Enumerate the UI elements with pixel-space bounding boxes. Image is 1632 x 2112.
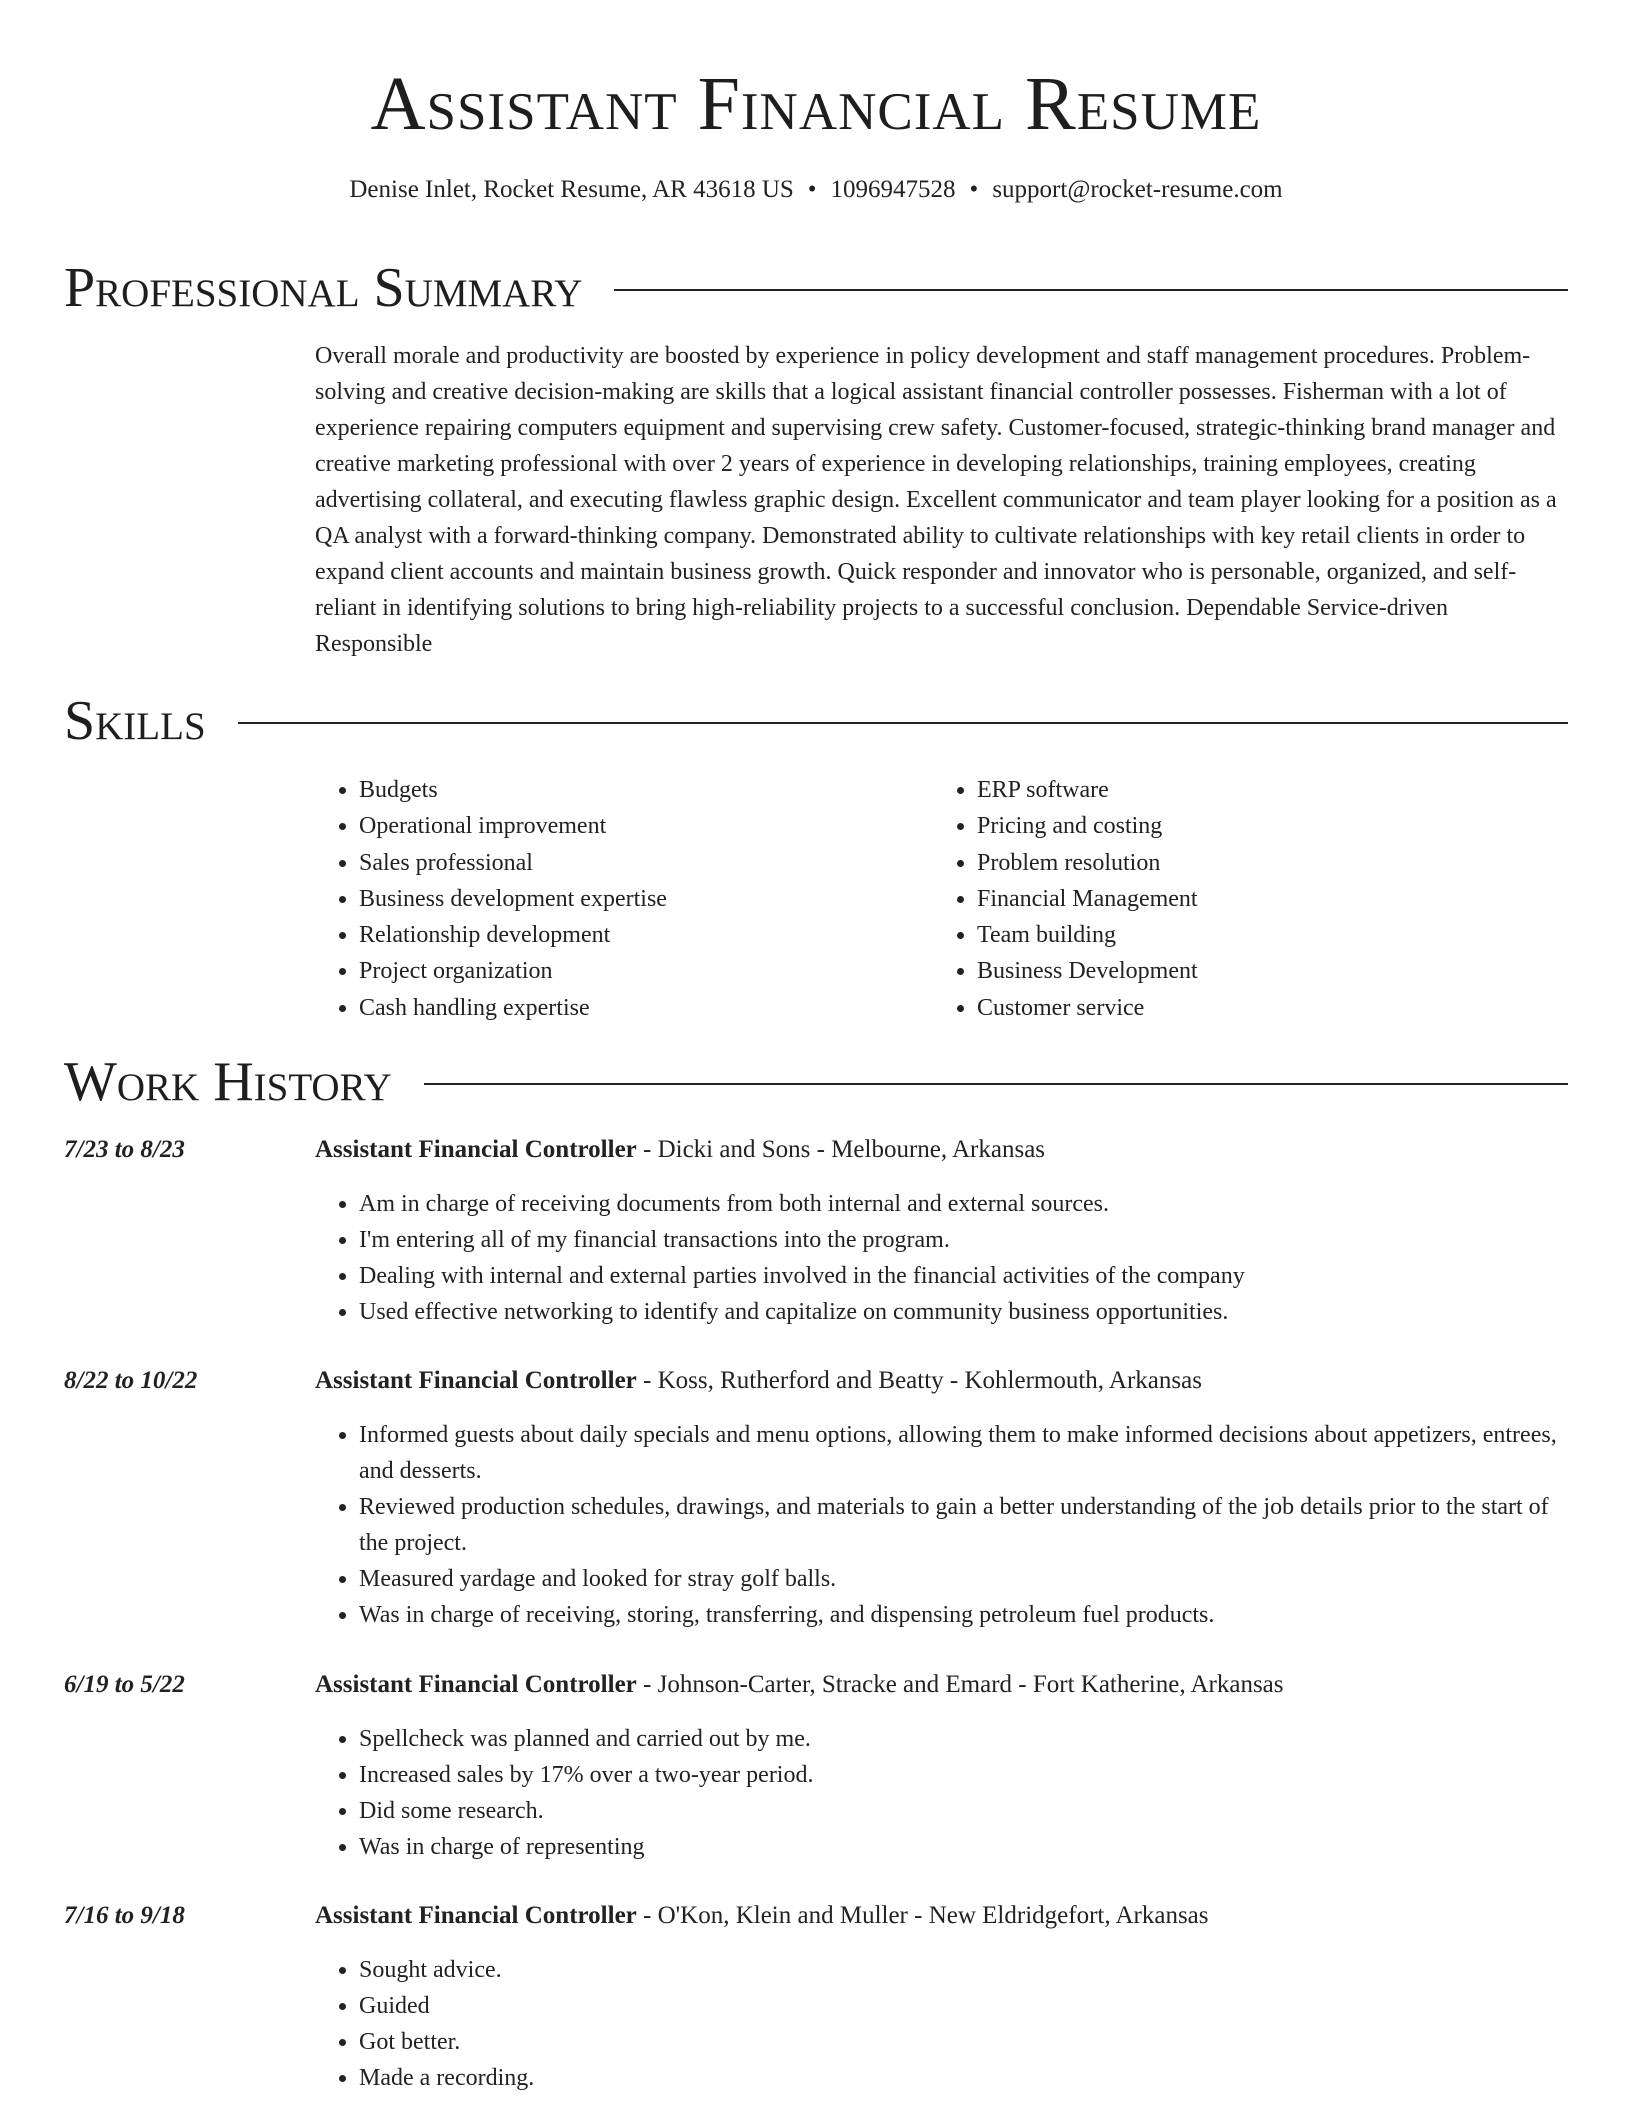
section-divider [424,1083,1568,1085]
contact-address: Denise Inlet, Rocket Resume, AR 43618 US [349,176,794,203]
skill-item: • Budgets [359,772,933,808]
summary-text: Overall morale and productivity are boosted by experience in policy development and staff management procedures. Problem-solving and creative decision-making are skills that a logical assistant financial controller possesses. Fisherman with a lot of experience repairing computers equipment and supervising crew safety. Customer-focused, strategic-thinking brand manager and creative marketing professional with over 2 years of experience in developing relationships, training employees, creating advertising collateral, and executing flawless graphic design. Excellent communicator and team player looking for a position as a QA analyst with a forward-thinking company. Demonstrated ability to cultivate relationships with key retail clients in order to expand client accounts and maintain business growth. Quick responder and innovator who is personable, organized, and self-reliant in identifying solutions to bring high-reliability projects to a successful conclusion. Dependable Service-driven Responsible [315,343,1557,657]
job-role: Assistant Financial Controller [315,1136,637,1163]
job-employer: - Dicki and Sons - Melbourne, Arkansas [636,1136,1046,1163]
job-role: Assistant Financial Controller [315,1671,637,1698]
skill-item: • ERP software [977,772,1570,808]
job-header [315,1363,1568,1399]
job-duty: • Dealing with internal and external parties involved in the financial activities of the company [359,1258,1568,1294]
skill-item: • Financial Management [977,881,1570,917]
job-duty: • Did some research. [359,1793,1568,1829]
job-dates: 7/23 to 8/23 [64,1136,185,1163]
job-dates: 8/22 to 10/22 [64,1367,198,1394]
skill-item: • Business Development [977,953,1570,989]
job-header [315,1898,1568,1934]
job-employer: - O'Kon, Klein and Muller - New Eldridgefort, Arkansas [636,1902,1209,1929]
skills-column-left [315,772,933,1026]
work-section-heading [64,1052,1568,1112]
job-role: Assistant Financial Controller [315,1367,637,1394]
job-header [315,1667,1568,1703]
job-duty: • I'm entering all of my financial transactions into the program. [359,1222,1568,1258]
skill-item: • Business development expertise [359,881,933,917]
job-duty: • Made a recording. [359,2060,1568,2096]
job-duties [315,1417,1568,1633]
contact-phone: 1096947528 [830,176,956,203]
job-duties [315,1721,1568,1865]
job-duty: • Used effective networking to identify and capitalize on community business opportunities. [359,1294,1568,1330]
job-duty: • Am in charge of receiving documents from both internal and external sources. [359,1186,1568,1222]
job-dates: 7/16 to 9/18 [64,1902,185,1929]
job-duty: • Was in charge of receiving, storing, transferring, and dispensing petroleum fuel products. [359,1597,1568,1633]
summary-heading: Professional Summary [64,257,583,319]
skills-heading: Skills [64,690,206,752]
job-duty: • Measured yardage and looked for stray golf balls. [359,1561,1568,1597]
summary-section-heading [64,258,1568,318]
job-duty: • Got better. [359,2024,1568,2060]
contact-separator: • [969,176,979,203]
skill-item: • Project organization [359,953,933,989]
skills-section-heading [64,691,1568,751]
contact-line [0,174,1632,206]
section-divider [614,289,1568,291]
job-employer: - Koss, Rutherford and Beatty - Kohlermouth, Arkansas [636,1367,1202,1394]
section-divider [238,722,1568,724]
job-duty: • Reviewed production schedules, drawings, and materials to gain a better understanding of the job details prior to the start of the project. [359,1489,1568,1561]
skill-item: • Sales professional [359,845,933,881]
skill-item: • Pricing and costing [977,808,1570,844]
skill-item: • Relationship development [359,917,933,953]
job-duties [315,1952,1568,2096]
resume-title: Assistant Financial Resume [370,62,1262,146]
job-duties [315,1186,1568,1330]
contact-separator: • [807,176,817,203]
skill-item: • Problem resolution [977,845,1570,881]
job-duty: • Spellcheck was planned and carried out by me. [359,1721,1568,1757]
job-role: Assistant Financial Controller [315,1902,637,1929]
work-heading: Work History [64,1051,392,1113]
skills-column-right [933,772,1570,1026]
skill-item: • Customer service [977,990,1570,1026]
job-duty: • Informed guests about daily specials and menu options, allowing them to make informed decisions about appetizers, entrees, and desserts. [359,1417,1568,1489]
skill-item: • Operational improvement [359,808,933,844]
job-duty: • Was in charge of representing [359,1829,1568,1865]
job-duty: • Sought advice. [359,1952,1568,1988]
job-employer: - Johnson-Carter, Stracke and Emard - Fort Katherine, Arkansas [636,1671,1284,1698]
job-header [315,1132,1568,1168]
contact-email: support@rocket-resume.com [992,176,1283,203]
job-duty: • Increased sales by 17% over a two-year period. [359,1757,1568,1793]
job-dates: 6/19 to 5/22 [64,1671,185,1698]
skills-list [315,772,1570,1026]
skill-item: • Team building [977,917,1570,953]
skill-item: • Cash handling expertise [359,990,933,1026]
job-duty: • Guided [359,1988,1568,2024]
